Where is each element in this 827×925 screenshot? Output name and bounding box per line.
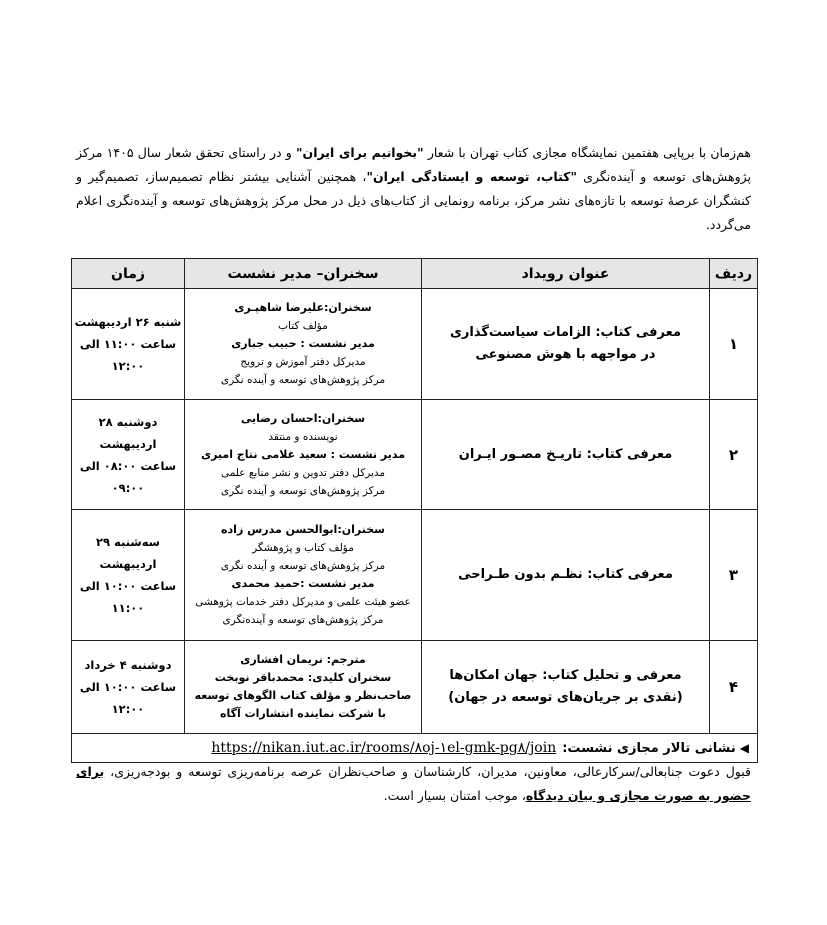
intro-text-3: ، همچنین آشنایی بیشتر نظام تصمیم‌ساز، تصمیم‌گیر و کنشگران عرصهٔ توسعه با تازه‌های نشر مرکز، برنامه رونمایی از کتاب‌های ذیل در محل مرکز پژوهش‌های توسعه و آینده‌نگری اعلام می‌گردد. xyxy=(76,169,751,232)
speaker-line: مدیر نشست : سعید غلامی نتاج امیری xyxy=(200,447,406,461)
event-title xyxy=(422,289,710,400)
row-number: ۳ xyxy=(710,510,758,641)
event-hours: ساعت ۱۰:۰۰ الی ۱۲:۰۰ xyxy=(79,680,177,716)
speaker-line: مرکز پژوهش‌های توسعه و آینده نگری xyxy=(220,374,386,386)
event-title-line: (نقدی بر جریان‌های توسعه در جهان) xyxy=(448,690,683,705)
speaker-line: با شرکت نماینده انتشارات آگاه xyxy=(219,707,387,720)
virtual-room-label: نشانی تالار مجازی نشست: xyxy=(562,741,736,756)
speaker-line: مدیرکل دفتر آموزش و ترویج xyxy=(240,356,366,368)
intro-text-1: هم‌زمان با برپایی هفتمین نمایشگاه مجازی کتاب تهران با شعار xyxy=(423,145,751,160)
table-row xyxy=(72,510,758,641)
virtual-room-row xyxy=(72,734,758,763)
speaker-line: نویسنده و منتقد xyxy=(268,430,338,443)
speaker-line: مؤلف کتاب و پژوهشگر xyxy=(252,542,354,554)
header-event-title: عنوان رویداد xyxy=(422,259,710,289)
speaker-line: مترجم: نریمان افشاری xyxy=(240,653,366,666)
speaker-line: مرکز پژوهش‌های توسعه و آینده نگری xyxy=(220,484,386,497)
speaker-line: مدیر نشست :حمید محمدی xyxy=(231,577,375,590)
speaker-line: سخنران:علیرضا شاهپـری xyxy=(234,301,372,314)
event-title-line: معرفی و تحلیل کتاب: جهان امکان‌ها xyxy=(449,668,682,683)
event-title-line: معرفی کتاب: تاریـخ مصـور ایـران xyxy=(458,446,673,462)
event-title xyxy=(422,641,710,734)
event-date: سه‌شنبه ۲۹ اردیبهشت xyxy=(95,535,160,571)
header-time: زمان xyxy=(72,259,185,289)
speakers-cell xyxy=(185,400,422,510)
row-number: ۱ xyxy=(710,289,758,400)
footer-paragraph xyxy=(76,760,751,808)
intro-slogan-1: "بخوانیم برای ایران" xyxy=(296,145,424,160)
event-hours: ساعت ۱۰:۰۰ الی ۱۱:۰۰ xyxy=(79,579,177,615)
event-title-line: معرفی کتاب: نظـم بدون طـراحی xyxy=(458,567,673,582)
speaker-line: عضو هیئت علمی و مدیرکل دفتر خدمات پژوهشی xyxy=(195,596,411,608)
header-speakers: سخنران– مدیر نشست xyxy=(185,259,422,289)
speaker-line: صاحب‌نظر و مؤلف کتاب الگوهای توسعه xyxy=(194,689,412,702)
speakers-cell xyxy=(185,510,422,641)
speaker-line: مدیرکل دفتر تدوین و نشر منابع علمی xyxy=(220,466,386,479)
event-date: شنبه ۲۶ اردیبهشت xyxy=(74,315,182,329)
speaker-line: سخنران:ابوالحسن مدرس زاده xyxy=(221,523,385,536)
speaker-line: سخنران:احسان رضایی xyxy=(240,411,366,425)
triangle-pointer-icon: ◀ xyxy=(739,741,749,755)
speaker-line: مرکز پژوهش‌های توسعه و آینده‌نگری xyxy=(222,614,384,626)
intro-text-2: و در راستای تحقق شعار سال ۱۴۰۵ مرکز پژوهش‌های توسعه و آینده‌نگری xyxy=(76,145,751,184)
virtual-room-link[interactable]: https://nikan.iut.ac.ir/rooms/۸oj-۱el-gmk-pg۸/join xyxy=(211,740,557,756)
table-row xyxy=(72,289,758,400)
table-header-row xyxy=(72,259,758,289)
time-cell xyxy=(72,641,185,734)
intro-paragraph xyxy=(76,141,751,237)
speakers-cell xyxy=(185,641,422,734)
table-row xyxy=(72,641,758,734)
row-number: ۲ xyxy=(710,400,758,510)
event-title xyxy=(422,400,710,510)
event-date: دوشنبه ۲۸ اردیبهشت xyxy=(98,414,158,451)
speaker-line: سخنران کلیدی: محمدباقر نوبخت xyxy=(214,671,392,684)
table-row xyxy=(72,400,758,510)
speaker-line: مدیر نشست : حبیب جباری xyxy=(231,337,375,350)
event-hours: ساعت ۰۸:۰۰ الی ۰۹:۰۰ xyxy=(79,458,177,495)
row-number: ۴ xyxy=(710,641,758,734)
event-title-line: معرفی کتاب: الزامات سیاست‌گذاری xyxy=(449,325,682,340)
footer-text-1: قبول دعوت جنابعالی/سرکارعالی، معاونین، مدیران، کارشناسان و صاحب‌نظران عرصه برنامه‌ریزی توسعه و بودجه‌ریزی، xyxy=(104,764,751,779)
event-title xyxy=(422,510,710,641)
speakers-cell xyxy=(185,289,422,400)
time-cell xyxy=(72,510,185,641)
speaker-line: مرکز پژوهش‌های توسعه و آینده نگری xyxy=(220,560,386,572)
footer-text-2: ، موجب امتنان بسیار است. xyxy=(383,788,526,803)
speaker-line: مؤلف کتاب xyxy=(278,320,328,332)
footer-emphasis: برای حضور به صورت مجازی و بیان دیدگاه xyxy=(76,764,751,803)
header-row-number: ردیف xyxy=(710,259,758,289)
event-hours: ساعت ۱۱:۰۰ الی ۱۲:۰۰ xyxy=(79,337,177,373)
virtual-room-cell xyxy=(72,734,758,763)
events-table xyxy=(71,258,758,763)
time-cell xyxy=(72,289,185,400)
time-cell xyxy=(72,400,185,510)
event-date: دوشنبه ۴ خرداد xyxy=(84,658,172,672)
event-title-line: در مواجهه با هوش مصنوعی xyxy=(475,347,656,362)
intro-slogan-2: "کتاب، توسعه و ایستادگی ایران" xyxy=(366,169,577,184)
